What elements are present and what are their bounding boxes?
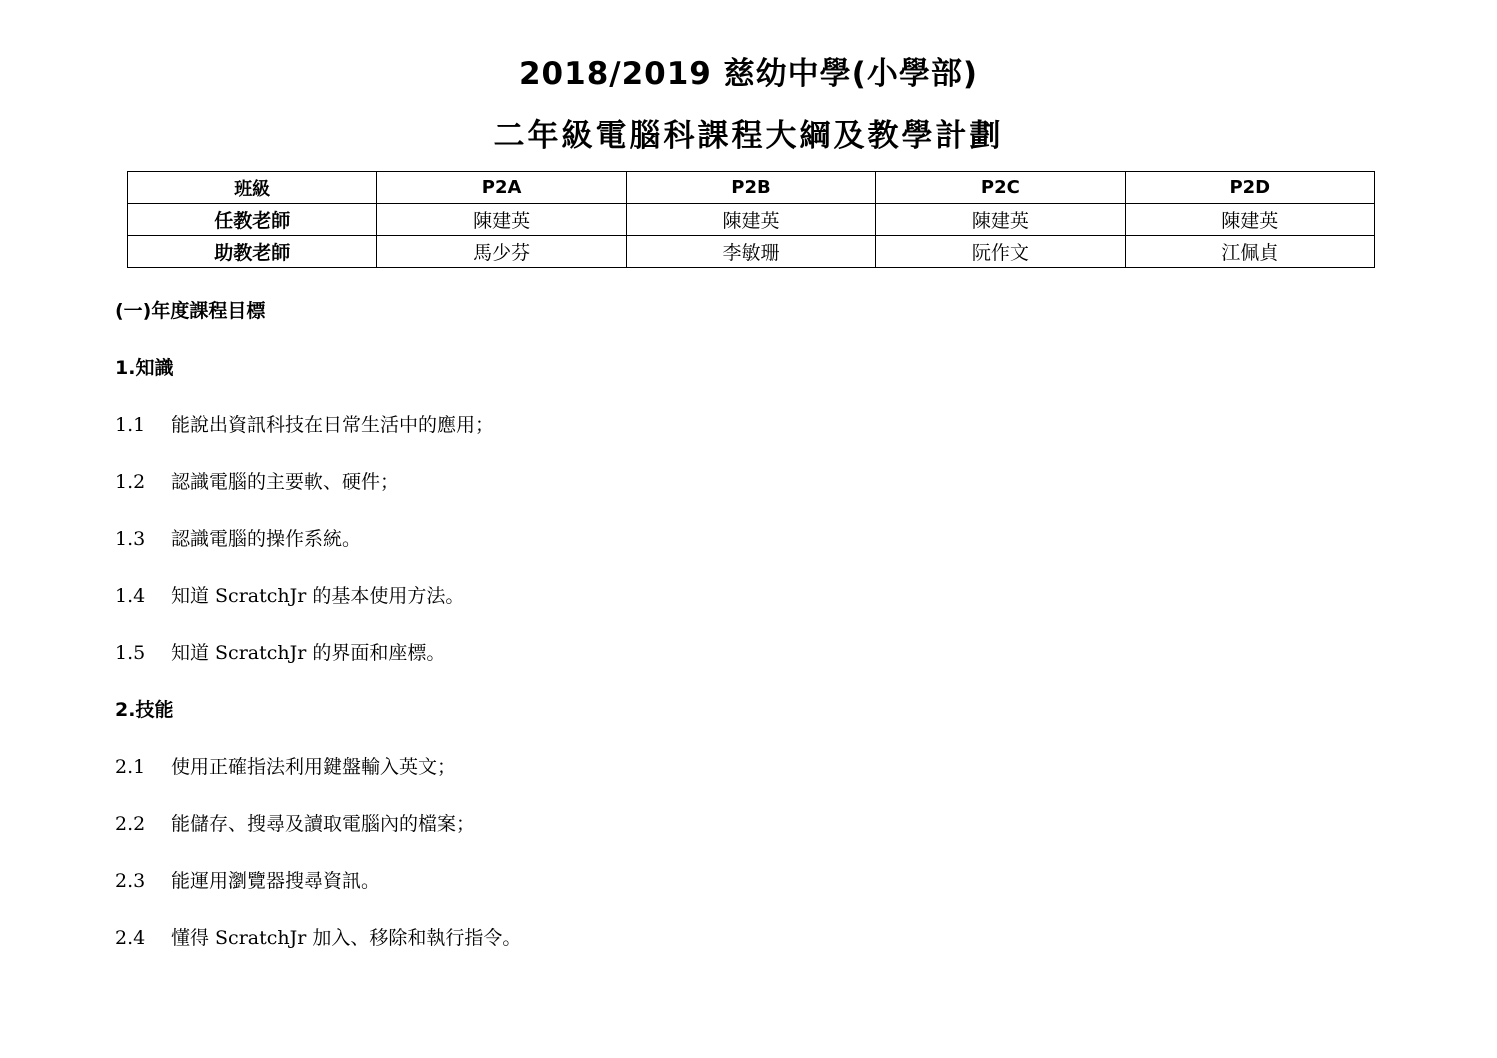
assistant-cell-p2a: 馬少芬 bbox=[377, 236, 626, 268]
table-row-teacher bbox=[128, 204, 1375, 236]
group-heading-skills: 2.技能 bbox=[115, 699, 174, 721]
item-number: 2.2 bbox=[115, 813, 146, 835]
header-cell-class: 班級 bbox=[128, 172, 377, 204]
table-row-assistant bbox=[128, 236, 1375, 268]
item-text: 能儲存、搜尋及讀取電腦內的檔案； bbox=[171, 813, 476, 835]
document-subtitle: 二年級電腦科課程大綱及教學計劃 bbox=[493, 118, 1004, 154]
header-cell-p2d: P2D bbox=[1125, 172, 1374, 204]
list-item bbox=[115, 524, 1375, 581]
assistant-cell-p2c: 阮作文 bbox=[876, 236, 1125, 268]
item-number: 2.4 bbox=[115, 927, 146, 949]
item-text: 懂得 ScratchJr 加入、移除和執行指令。 bbox=[171, 927, 522, 949]
item-text: 認識電腦的操作系統。 bbox=[171, 528, 362, 550]
item-number: 2.3 bbox=[115, 870, 146, 892]
teacher-cell-p2d: 陳建英 bbox=[1125, 204, 1374, 236]
teacher-cell-p2c: 陳建英 bbox=[876, 204, 1125, 236]
section-title: (一)年度課程目標 bbox=[115, 300, 266, 322]
item-text: 使用正確指法利用鍵盤輸入英文； bbox=[171, 756, 457, 778]
item-number: 2.1 bbox=[115, 756, 146, 778]
teacher-cell-p2a: 陳建英 bbox=[377, 204, 626, 236]
item-number: 1.3 bbox=[115, 528, 146, 550]
item-text: 能運用瀏覽器搜尋資訊。 bbox=[171, 870, 381, 892]
header-cell-p2b: P2B bbox=[626, 172, 875, 204]
list-item bbox=[115, 866, 1375, 923]
row-label-assistant: 助教老師 bbox=[128, 236, 377, 268]
item-text: 知道 ScratchJr 的界面和座標。 bbox=[171, 642, 446, 664]
header-cell-p2a: P2A bbox=[377, 172, 626, 204]
item-number: 1.1 bbox=[115, 414, 146, 436]
header-cell-p2c: P2C bbox=[876, 172, 1125, 204]
teacher-cell-p2b: 陳建英 bbox=[626, 204, 875, 236]
assistant-cell-p2d: 江佩貞 bbox=[1125, 236, 1374, 268]
list-item bbox=[115, 923, 1375, 980]
staff-table bbox=[127, 171, 1375, 268]
list-item bbox=[115, 752, 1375, 809]
list-item bbox=[115, 638, 1375, 695]
list-item bbox=[115, 581, 1375, 638]
document-title: 2018/2019 慈幼中學(小學部) bbox=[518, 56, 978, 92]
item-text: 知道 ScratchJr 的基本使用方法。 bbox=[171, 585, 465, 607]
list-item bbox=[115, 809, 1375, 866]
list-item bbox=[115, 467, 1375, 524]
assistant-cell-p2b: 李敏珊 bbox=[626, 236, 875, 268]
item-number: 1.4 bbox=[115, 585, 146, 607]
row-label-teacher: 任教老師 bbox=[128, 204, 377, 236]
item-number: 1.5 bbox=[115, 642, 146, 664]
objectives-section bbox=[115, 296, 1375, 980]
table-header-row bbox=[128, 172, 1375, 204]
item-number: 1.2 bbox=[115, 471, 146, 493]
item-text: 認識電腦的主要軟、硬件； bbox=[171, 471, 400, 493]
list-item bbox=[115, 410, 1375, 467]
item-text: 能說出資訊科技在日常生活中的應用； bbox=[171, 414, 495, 436]
group-heading-knowledge: 1.知識 bbox=[115, 357, 174, 379]
